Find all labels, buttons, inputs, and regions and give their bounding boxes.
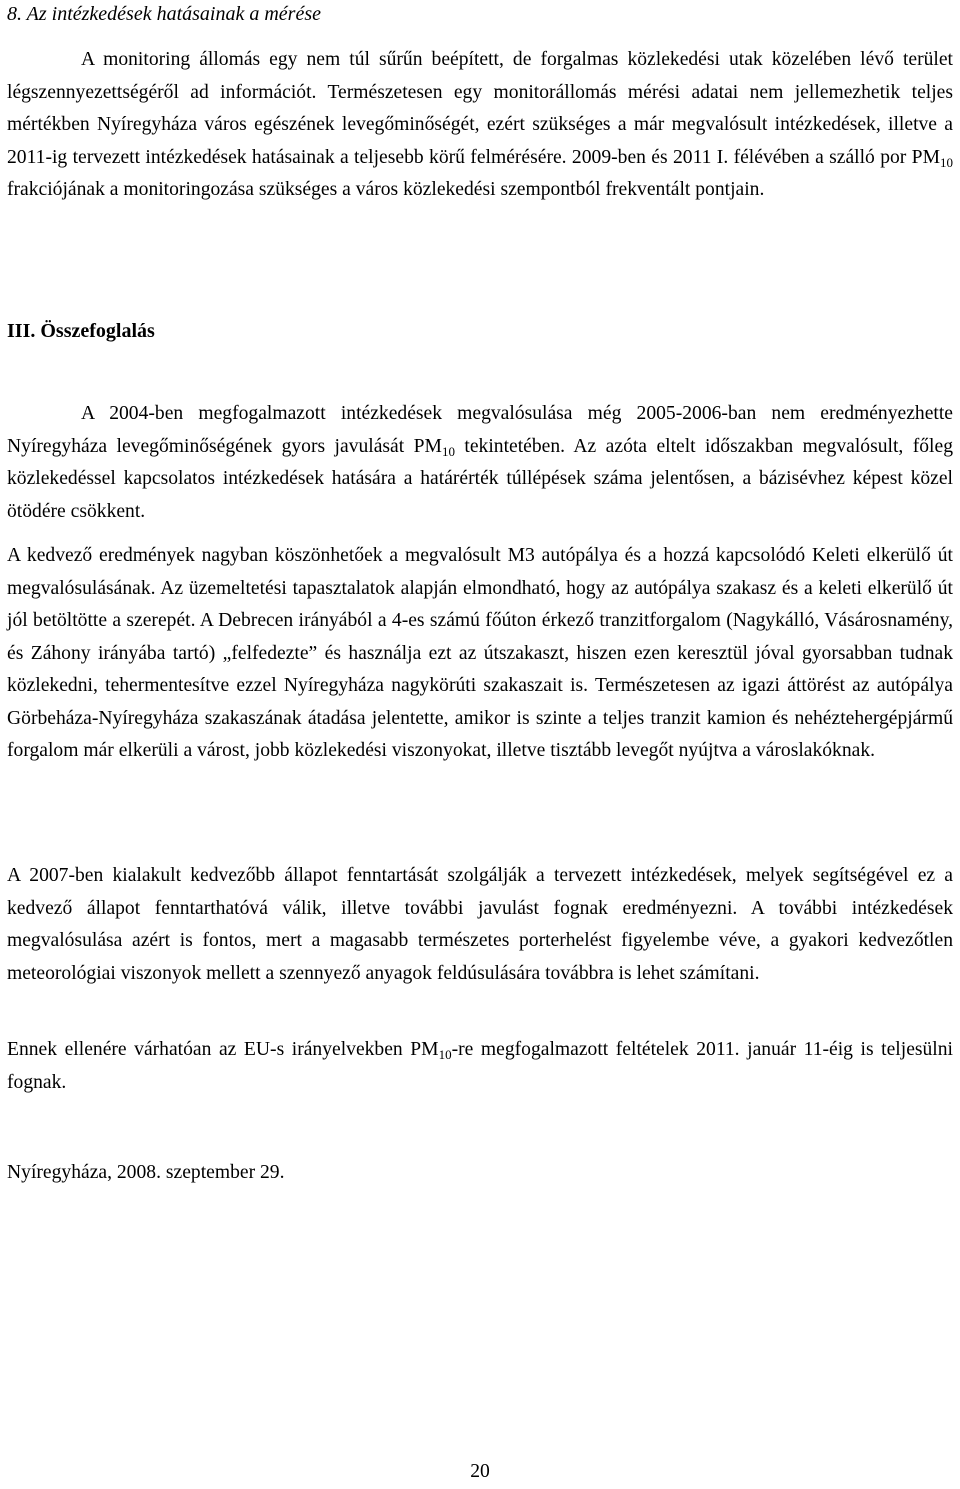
paragraph-summary bbox=[7, 398, 953, 528]
subscript: 10 bbox=[441, 443, 455, 459]
page-number: 20 bbox=[470, 1461, 490, 1482]
paragraph-text: frakciójának a monitoringozása szükséges a város közlekedési szempontból frekventált pontjain. bbox=[7, 179, 765, 200]
paragraph-measures: A 2007-ben kialakult kedvezőbb állapot fenntartását szolgálják a tervezett intézkedések, melyek segítségével ez a kedvező állapot fenntarthatóvá válik, illetve további javulást fognak eredményezni. A további intézkedések megvalósulása azért is fontos, mert a magasabb természetes porterhelést figyelembe véve, a gyakori kedvezőtlen meteorológiai viszonyok mellett a szennyező anyagok feldúsulására továbbra is lehet számítani. bbox=[7, 865, 953, 984]
paragraph-text: -re megfogalmazott feltételek 2011. január 11-éig is teljesülni fognak. bbox=[7, 1039, 953, 1093]
paragraph-results: A kedvező eredmények nagyban köszönhetőek a megvalósult M3 autópálya és a hozzá kapcsolódó Keleti elkerülő út megvalósulásának. Az üzemeltetési tapasztalatok alapján elmondható, hogy az autópálya szakasz és a keleti elkerülő út jól betöltötte a szerepét. A Debrecen irányából a 4-es számú főúton érkező tranzitforgalom (Nagykálló, Vásárosnamény, és Záhony irányába tartó) „felfedezte” és használja ezt az útszakaszt, hiszen ezen keresztül jóval gyorsabban tudnak közlekedni, tehermentesítve ezzel Nyíregyháza nagykörúti szakaszait is. Természetesen az igazi áttörést az autópálya Görbeháza-Nyíregyháza szakaszának átadása jelentette, amikor is szinte a teljes tranzit kamion és nehéztehergépjármű forgalom már elkerüli a várost, jobb közlekedési viszonyokat, illetve tisztább levegőt nyújtva a városlakóknak. bbox=[7, 545, 953, 761]
section-heading: 8. Az intézkedések hatásainak a mérése bbox=[7, 3, 321, 25]
section-title: III. Összefoglalás bbox=[7, 320, 155, 342]
subscript: 10 bbox=[940, 154, 953, 170]
paragraph-text: A monitoring állomás egy nem túl sűrűn beépített, de forgalmas közlekedési utak közelében lévő terület légszennyezettségéről ad információt. Természetesen egy monitorállomás mérési adatai nem jellemezhetik teljes mértékben Nyíregyháza város egészének levegőminőségét, ezért szükséges a már megvalósult intézkedések, illetve a 2011-ig tervezett intézkedések hatásainak a teljesebb körű felmérésére. 2009-ben és 2011 I. félévében a szálló por PM bbox=[7, 49, 953, 168]
paragraph-text: tekintetében. Az azóta eltelt időszakban megvalósult, főleg közlekedéssel kapcsolatos intézkedések hatására a határérték túllépések száma jelentősen, a bázisévhez képest közel ötödére csökkent. bbox=[7, 435, 953, 522]
paragraph-text: Ennek ellenére várhatóan az EU-s irányelvekben PM bbox=[7, 1039, 439, 1060]
paragraph-outlook bbox=[7, 1034, 953, 1099]
date-line: Nyíregyháza, 2008. szeptember 29. bbox=[7, 1162, 285, 1183]
subscript: 10 bbox=[438, 1047, 452, 1062]
paragraph-text: A 2004-ben megfogalmazott intézkedések megvalósulása még 2005-2006-ban nem eredményezhette Nyíregyháza levegőminőségének gyors javulását PM bbox=[7, 403, 953, 457]
paragraph-monitoring bbox=[7, 44, 953, 207]
